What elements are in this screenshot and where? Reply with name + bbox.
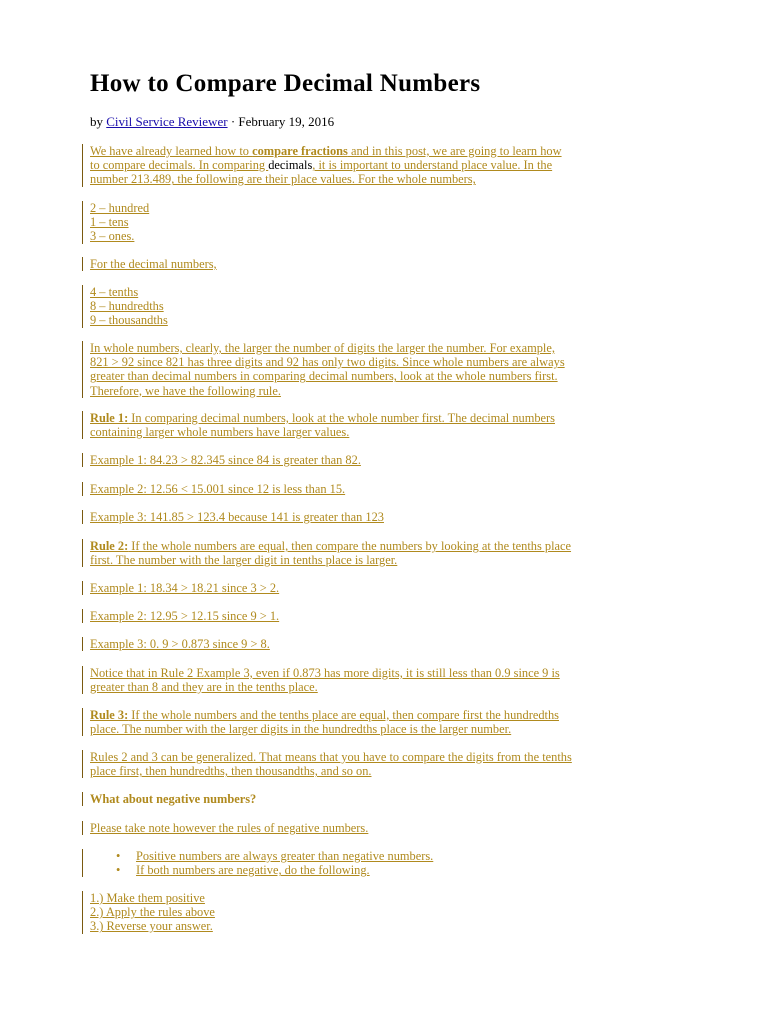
rule1-example-1 <box>90 453 690 467</box>
byline-separator: · <box>230 114 236 129</box>
whole-number-paragraph <box>90 341 690 398</box>
notice-paragraph <box>90 666 690 694</box>
compare-fractions-link[interactable]: compare fractions <box>252 144 348 158</box>
paragraph-text: Please take note however the rules of negative numbers. <box>90 821 369 835</box>
rule2-example-2 <box>90 609 690 623</box>
byline <box>90 114 334 130</box>
rule-2 <box>90 539 690 567</box>
intro-text: number 213.489, the following are their place values. For the whole numbers, <box>90 172 476 187</box>
rule-text: place. The number with the larger digits in the hundredths place is the larger number. <box>90 722 512 737</box>
example-text: Example 3: 0. 9 > 0.873 since 9 > 8. <box>90 637 270 651</box>
generalization-paragraph <box>90 750 690 778</box>
rule-3 <box>90 708 690 736</box>
rule-label: Rule 1: <box>90 411 129 425</box>
example-text: Example 1: 84.23 > 82.345 since 84 is greater than 82. <box>90 453 361 467</box>
section-heading: What about negative numbers? <box>90 792 257 806</box>
rule-text: If the whole numbers are equal, then compare the numbers by looking at the tenths place <box>128 539 572 553</box>
step-item: 1.) Make them positive <box>90 891 205 905</box>
rule-text: If the whole numbers and the tenths place are equal, then compare first the hundredths <box>128 708 559 722</box>
rule1-example-2 <box>90 482 690 496</box>
intro-text: to compare decimals. In comparing <box>90 158 269 173</box>
intro-text: We have already learned how to <box>90 144 253 158</box>
bullet-icon: • <box>116 849 121 863</box>
rule-text: In comparing decimal numbers, look at the whole number first. The decimal numbers <box>128 411 555 425</box>
paragraph-line: greater than decimal numbers in comparing decimal numbers, look at the whole numbers first. <box>90 369 558 384</box>
list-item: 1 – tens <box>90 215 129 230</box>
page-title: How to Compare Decimal Numbers <box>90 70 481 97</box>
decimals-term: decimals <box>268 158 313 173</box>
steps-list <box>90 891 690 934</box>
bullet-icon: • <box>116 863 121 878</box>
rule-1 <box>90 411 690 439</box>
list-item: 8 – hundredths <box>90 299 164 314</box>
author-link[interactable]: Civil Service Reviewer <box>106 114 228 129</box>
intro-paragraph <box>90 144 690 187</box>
rule-text: containing larger whole numbers have larger values. <box>90 425 350 440</box>
paragraph-line: greater than 8 and they are in the tenths place. <box>90 680 318 695</box>
negative-note <box>90 821 690 835</box>
paragraph-line: In whole numbers, clearly, the larger the number of digits the larger the number. For example, <box>90 341 555 355</box>
decimal-place-values <box>90 285 690 328</box>
list-item: 2 – hundred <box>90 201 150 215</box>
decimal-intro <box>90 257 690 271</box>
rule2-example-1 <box>90 581 690 595</box>
rule-label: Rule 3: <box>90 708 129 722</box>
paragraph-text: For the decimal numbers, <box>90 257 217 271</box>
list-item <box>90 849 690 863</box>
paragraph-line: Notice that in Rule 2 Example 3, even if 0.873 has more digits, it is still less than 0.9 since 9 is <box>90 666 560 680</box>
example-text: Example 3: 141.85 > 123.4 because 141 is greater than 123 <box>90 510 384 524</box>
bullet-text: If both numbers are negative, do the following. <box>136 863 370 878</box>
paragraph-line: 821 > 92 since 821 has three digits and 92 has only two digits. Since whole numbers are always <box>90 355 565 370</box>
rule1-example-3 <box>90 510 690 524</box>
example-text: Example 2: 12.95 > 12.15 since 9 > 1. <box>90 609 280 623</box>
list-item: 4 – tenths <box>90 285 139 299</box>
whole-place-values <box>90 201 690 244</box>
step-item: 2.) Apply the rules above <box>90 905 215 920</box>
list-item: 9 – thousandths <box>90 313 168 328</box>
paragraph-line: place first, then hundredths, then thousandths, and so on. <box>90 764 372 779</box>
byline-prefix: by <box>90 114 103 129</box>
rule2-example-3 <box>90 637 690 651</box>
list-item: 3 – ones. <box>90 229 135 244</box>
step-item: 3.) Reverse your answer. <box>90 919 213 934</box>
intro-text: and in this post, we are going to learn how <box>347 144 562 158</box>
bullet-list <box>90 849 690 877</box>
rule-text: first. The number with the larger digit in tenths place is larger. <box>90 553 398 568</box>
example-text: Example 1: 18.34 > 18.21 since 3 > 2. <box>90 581 280 595</box>
negative-heading <box>90 792 690 806</box>
paragraph-line: Therefore, we have the following rule. <box>90 383 281 398</box>
example-text: Example 2: 12.56 < 15.001 since 12 is less than 15. <box>90 482 346 496</box>
rule-label: Rule 2: <box>90 539 129 553</box>
bullet-text: Positive numbers are always greater than negative numbers. <box>136 849 434 863</box>
paragraph-line: Rules 2 and 3 can be generalized. That means that you have to compare the digits from the tenths <box>90 750 572 764</box>
list-item <box>90 863 690 877</box>
post-date: February 19, 2016 <box>238 114 335 129</box>
intro-text: , it is important to understand place value. In the <box>312 158 553 173</box>
